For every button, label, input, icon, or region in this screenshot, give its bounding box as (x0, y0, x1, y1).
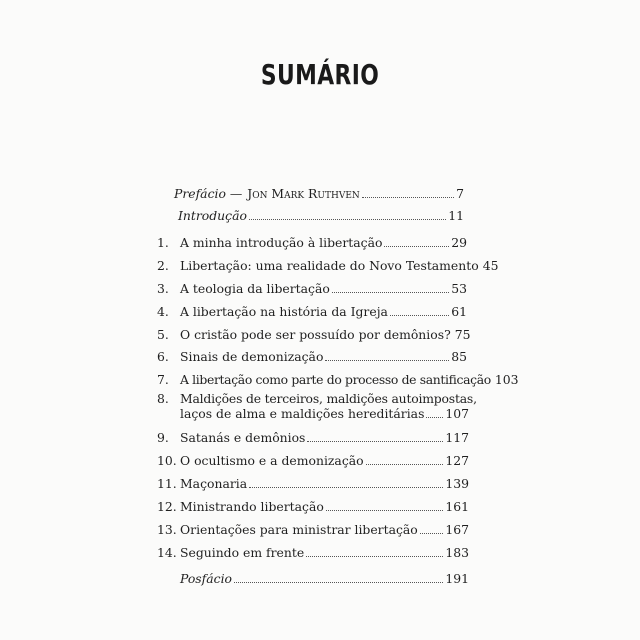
chapter-number: 10. (157, 453, 177, 468)
toc-leader (332, 282, 449, 293)
toc-entry-label: Posfácio (180, 571, 232, 586)
toc-page-number: 183 (445, 545, 469, 560)
toc-leader (362, 187, 454, 198)
chapter-title-line-2 (157, 406, 469, 421)
toc-page-number: 139 (445, 476, 469, 491)
toc-leader (326, 500, 444, 511)
toc-entry-chapter-9 (157, 430, 469, 445)
chapter-number: 11. (157, 476, 177, 491)
chapter-title: Ministrando libertação (180, 499, 324, 514)
toc-leader (426, 407, 443, 418)
toc-page-number: 11 (448, 208, 464, 223)
toc-entry-chapter-3 (157, 281, 467, 296)
chapter-title: A libertação na história da Igreja (180, 304, 388, 319)
toc-page-number: 127 (445, 453, 469, 468)
toc-entry-posfacio (180, 571, 469, 586)
toc-page-number: 103 (494, 372, 519, 387)
chapter-title: laços de alma e maldições hereditárias (180, 406, 425, 421)
chapter-title: A libertação como parte do processo de santificação (180, 372, 491, 387)
toc-page-number: 61 (451, 304, 467, 319)
chapter-title: Seguindo em frente (180, 545, 305, 560)
chapter-number: 13. (157, 522, 177, 537)
toc-entry-label: Prefácio — (174, 186, 243, 201)
toc-leader (234, 572, 443, 583)
page-title: SUMÁRIO (260, 58, 380, 91)
toc-entry-author: Jon Mark Ruthven (247, 186, 360, 201)
chapter-number: 7. (157, 372, 169, 387)
toc-page-number: 161 (445, 499, 469, 514)
chapter-number: 9. (157, 430, 169, 445)
toc-entry-label: Introdução (178, 208, 247, 223)
chapter-number: 5. (157, 327, 169, 342)
toc-entry-chapter-13 (157, 522, 469, 537)
toc-leader (325, 350, 449, 361)
chapter-title: A teologia da libertação (180, 281, 330, 296)
toc-page-number: 191 (445, 571, 469, 586)
toc-entry-chapter-12 (157, 499, 469, 514)
chapter-title-line-1: Maldições de terceiros, maldições autoimpostas, (180, 391, 477, 406)
chapter-title: Sinais de demonização (180, 349, 324, 364)
chapter-number: 1. (157, 235, 169, 250)
chapter-number: 6. (157, 349, 169, 364)
toc-page-number: 167 (445, 522, 469, 537)
toc-entry-chapter-1 (157, 235, 467, 250)
toc-page-number: 53 (451, 281, 467, 296)
chapter-title: Libertação: uma realidade do Novo Testamento (180, 258, 479, 273)
toc-entry-chapter-7 (157, 372, 519, 387)
toc-leader (307, 431, 443, 442)
toc-entry-chapter-6 (157, 349, 467, 364)
toc-page-number: 85 (451, 349, 467, 364)
toc-leader (390, 305, 449, 316)
chapter-title: O cristão pode ser possuído por demônios? (180, 327, 451, 342)
toc-leader (249, 477, 443, 488)
toc-entry-chapter-8 (157, 391, 477, 421)
toc-page-number: 75 (454, 327, 471, 342)
chapter-number: 2. (157, 258, 169, 273)
toc-entry-chapter-5 (157, 327, 471, 342)
toc-leader (366, 454, 444, 465)
chapter-title: Maçonaria (180, 476, 248, 491)
chapter-number: 12. (157, 499, 177, 514)
chapter-title: A minha introdução à libertação (180, 235, 383, 250)
toc-page-number: 107 (445, 406, 469, 421)
chapter-number: 8. (157, 391, 169, 406)
toc-leader (249, 209, 446, 220)
toc-entry-prefacio (174, 186, 464, 201)
toc-page-number: 117 (445, 430, 469, 445)
toc-entry-chapter-11 (157, 476, 469, 491)
toc-page-number: 29 (451, 235, 467, 250)
chapter-title: Orientações para ministrar libertação (180, 522, 418, 537)
chapter-number: 4. (157, 304, 169, 319)
toc-page-number: 45 (482, 258, 499, 273)
toc-leader (420, 523, 444, 534)
toc-entry-chapter-10 (157, 453, 469, 468)
toc-entry-chapter-14 (157, 545, 469, 560)
toc-entry-introducao (178, 208, 464, 223)
chapter-title: Satanás e demônios (180, 430, 306, 445)
chapter-number: 3. (157, 281, 169, 296)
toc-entry-chapter-4 (157, 304, 467, 319)
toc-page-number: 7 (456, 186, 464, 201)
chapter-title: O ocultismo e a demonização (180, 453, 364, 468)
chapter-number: 14. (157, 545, 177, 560)
toc-entry-chapter-2 (157, 258, 499, 273)
toc-leader (306, 546, 443, 557)
toc-leader (384, 236, 449, 247)
